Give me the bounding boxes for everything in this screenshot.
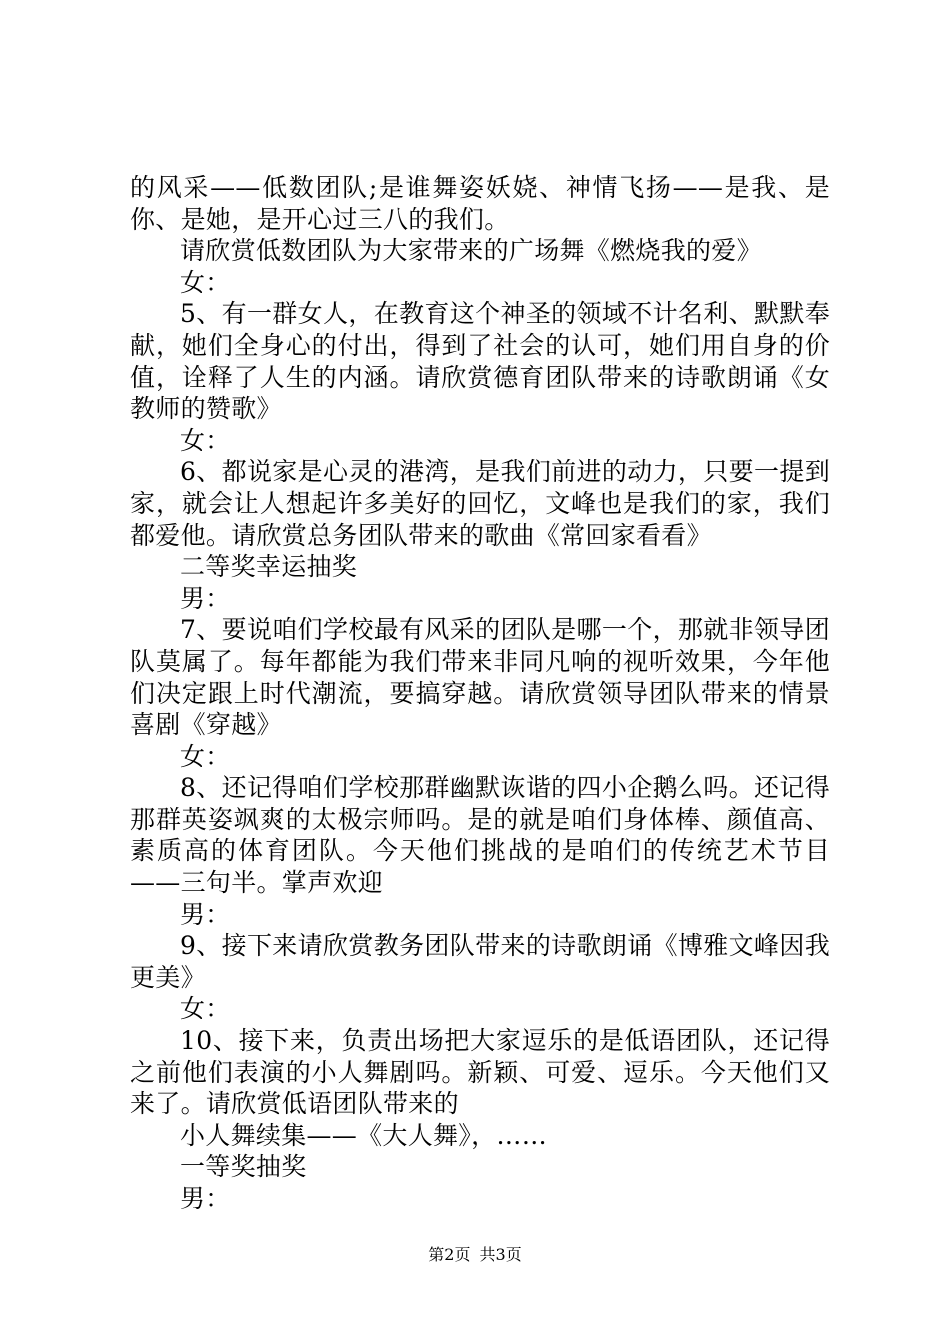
paragraph-1: 的风采——低数团队;是谁舞姿妖娆、神情飞扬——是我、是你、是她，是开心过三八的我们。: [130, 173, 830, 234]
paragraph-15: 10、接下来，负责出场把大家逗乐的是低语团队，还记得之前他们表演的小人舞剧吗。新颖、可爱、逗乐。今天他们又来了。请欣赏低语团队带来的: [130, 1026, 830, 1119]
speaker-label: 女：: [180, 741, 231, 771]
speaker-label: 女：: [180, 994, 231, 1024]
speaker-label: 女：: [180, 425, 231, 455]
speaker-label: 男：: [180, 1184, 231, 1213]
page-number: 第2页: [428, 1245, 471, 1264]
paragraph-7: 二等奖幸运抽奖: [180, 552, 358, 582]
speaker-label: 男：: [180, 899, 231, 929]
paragraph-2: 请欣赏低数团队为大家带来的广场舞《燃烧我的爱》: [180, 236, 762, 266]
paragraph-13: 9、接下来请欣赏教务团队带来的诗歌朗诵《博雅文峰因我更美》: [130, 931, 830, 992]
paragraph-11: 8、还记得咱们学校那群幽默诙谐的四小企鹅么吗。还记得那群英姿飒爽的太极宗师吗。是的就是咱们身体棒、颜值高、素质高的体育团队。今天他们挑战的是咱们的传统艺术节目——三句半。掌声欢迎: [130, 773, 830, 898]
page-footer: [0, 1244, 950, 1266]
paragraph-4: 5、有一群女人，在教育这个神圣的领域不计名利、默默奉献，她们全身心的付出，得到了社会的认可，她们用自身的价值，诠释了人生的内涵。请欣赏德育团队带来的诗歌朗诵《女教师的赞歌》: [130, 299, 830, 424]
speaker-label: 女：: [180, 267, 231, 297]
page-total: 共3页: [479, 1245, 522, 1264]
paragraph-9: 7、要说咱们学校最有风采的团队是哪一个，那就非领导团队莫属了。每年都能为我们带来非同凡响的视听效果，今年他们决定跟上时代潮流，要搞穿越。请欣赏领导团队带来的情景喜剧《穿越》: [130, 615, 830, 740]
speaker-label: 男：: [180, 583, 231, 613]
paragraph-6: 6、都说家是心灵的港湾，是我们前进的动力，只要一提到家，就会让人想起许多美好的回忆，文峰也是我们的家，我们都爱他。请欣赏总务团队带来的歌曲《常回家看看》: [130, 457, 830, 550]
paragraph-17: 一等奖抽奖: [180, 1152, 307, 1182]
paragraph-16: 小人舞续集——《大人舞》，……: [180, 1120, 548, 1150]
document-body: [130, 172, 830, 1215]
